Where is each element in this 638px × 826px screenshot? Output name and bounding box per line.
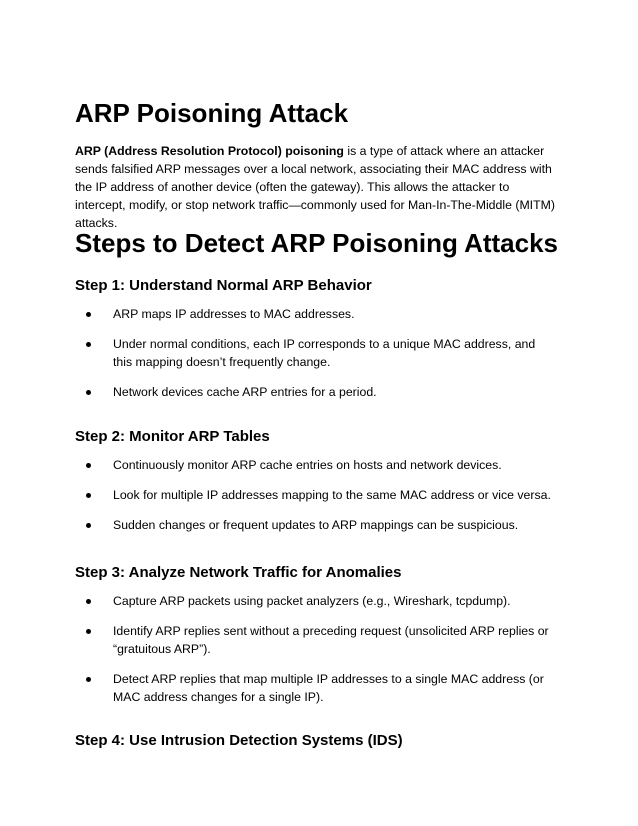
- bullet-icon: [86, 312, 91, 317]
- bullet-icon: [86, 629, 91, 634]
- list-item-text: Continuously monitor ARP cache entries on hosts and network devices.: [113, 458, 502, 472]
- list-item: [75, 516, 555, 534]
- bullet-icon: [86, 493, 91, 498]
- list-item: [75, 622, 555, 658]
- step-1-heading: Step 1: Understand Normal ARP Behavior: [75, 277, 372, 294]
- step-3-heading: Step 3: Analyze Network Traffic for Anomalies: [75, 564, 402, 581]
- list-item: [75, 305, 555, 323]
- bullet-icon: [86, 677, 91, 682]
- bullet-icon: [86, 599, 91, 604]
- list-item: [75, 335, 555, 371]
- list-item: [75, 486, 555, 504]
- list-item: [75, 670, 555, 706]
- page-title: ARP Poisoning Attack: [75, 98, 349, 128]
- list-item: [75, 592, 555, 610]
- step-2-list: [75, 456, 555, 546]
- list-item-text: Sudden changes or frequent updates to ARP mappings can be suspicious.: [113, 518, 519, 532]
- bullet-icon: [86, 523, 91, 528]
- step-3-list: [75, 592, 555, 718]
- list-item: [75, 383, 555, 401]
- step-1-list: [75, 305, 555, 413]
- bullet-icon: [86, 390, 91, 395]
- intro-bold-term: ARP (Address Resolution Protocol) poisoning: [75, 144, 344, 158]
- bullet-icon: [86, 342, 91, 347]
- section-title: Steps to Detect ARP Poisoning Attacks: [75, 228, 559, 258]
- step-4-heading: Step 4: Use Intrusion Detection Systems (IDS): [75, 732, 403, 749]
- list-item-text: ARP maps IP addresses to MAC addresses.: [113, 307, 355, 321]
- list-item: [75, 456, 555, 474]
- list-item-text: Detect ARP replies that map multiple IP addresses to a single MAC address (or MAC address changes for a single IP).: [113, 672, 544, 704]
- intro-paragraph: [75, 142, 560, 232]
- list-item-text: Network devices cache ARP entries for a period.: [113, 385, 377, 399]
- list-item-text: Look for multiple IP addresses mapping to the same MAC address or vice versa.: [113, 488, 551, 502]
- list-item-text: Capture ARP packets using packet analyzers (e.g., Wireshark, tcpdump).: [113, 594, 511, 608]
- list-item-text: Under normal conditions, each IP corresponds to a unique MAC address, and this mapping doesn’t frequently change.: [113, 337, 536, 369]
- intro-text: is a type of attack where an attacker sends falsified ARP messages over a local network, associating their MAC address with the IP address of another device (often the gateway). This allows the attacker to intercept, modify, or stop network traffic—commonly used for Man-In-The-Middle (MITM) attacks.: [75, 144, 555, 230]
- list-item-text: Identify ARP replies sent without a preceding request (unsolicited ARP replies or “gratuitous ARP”).: [113, 624, 549, 656]
- bullet-icon: [86, 463, 91, 468]
- step-2-heading: Step 2: Monitor ARP Tables: [75, 428, 270, 445]
